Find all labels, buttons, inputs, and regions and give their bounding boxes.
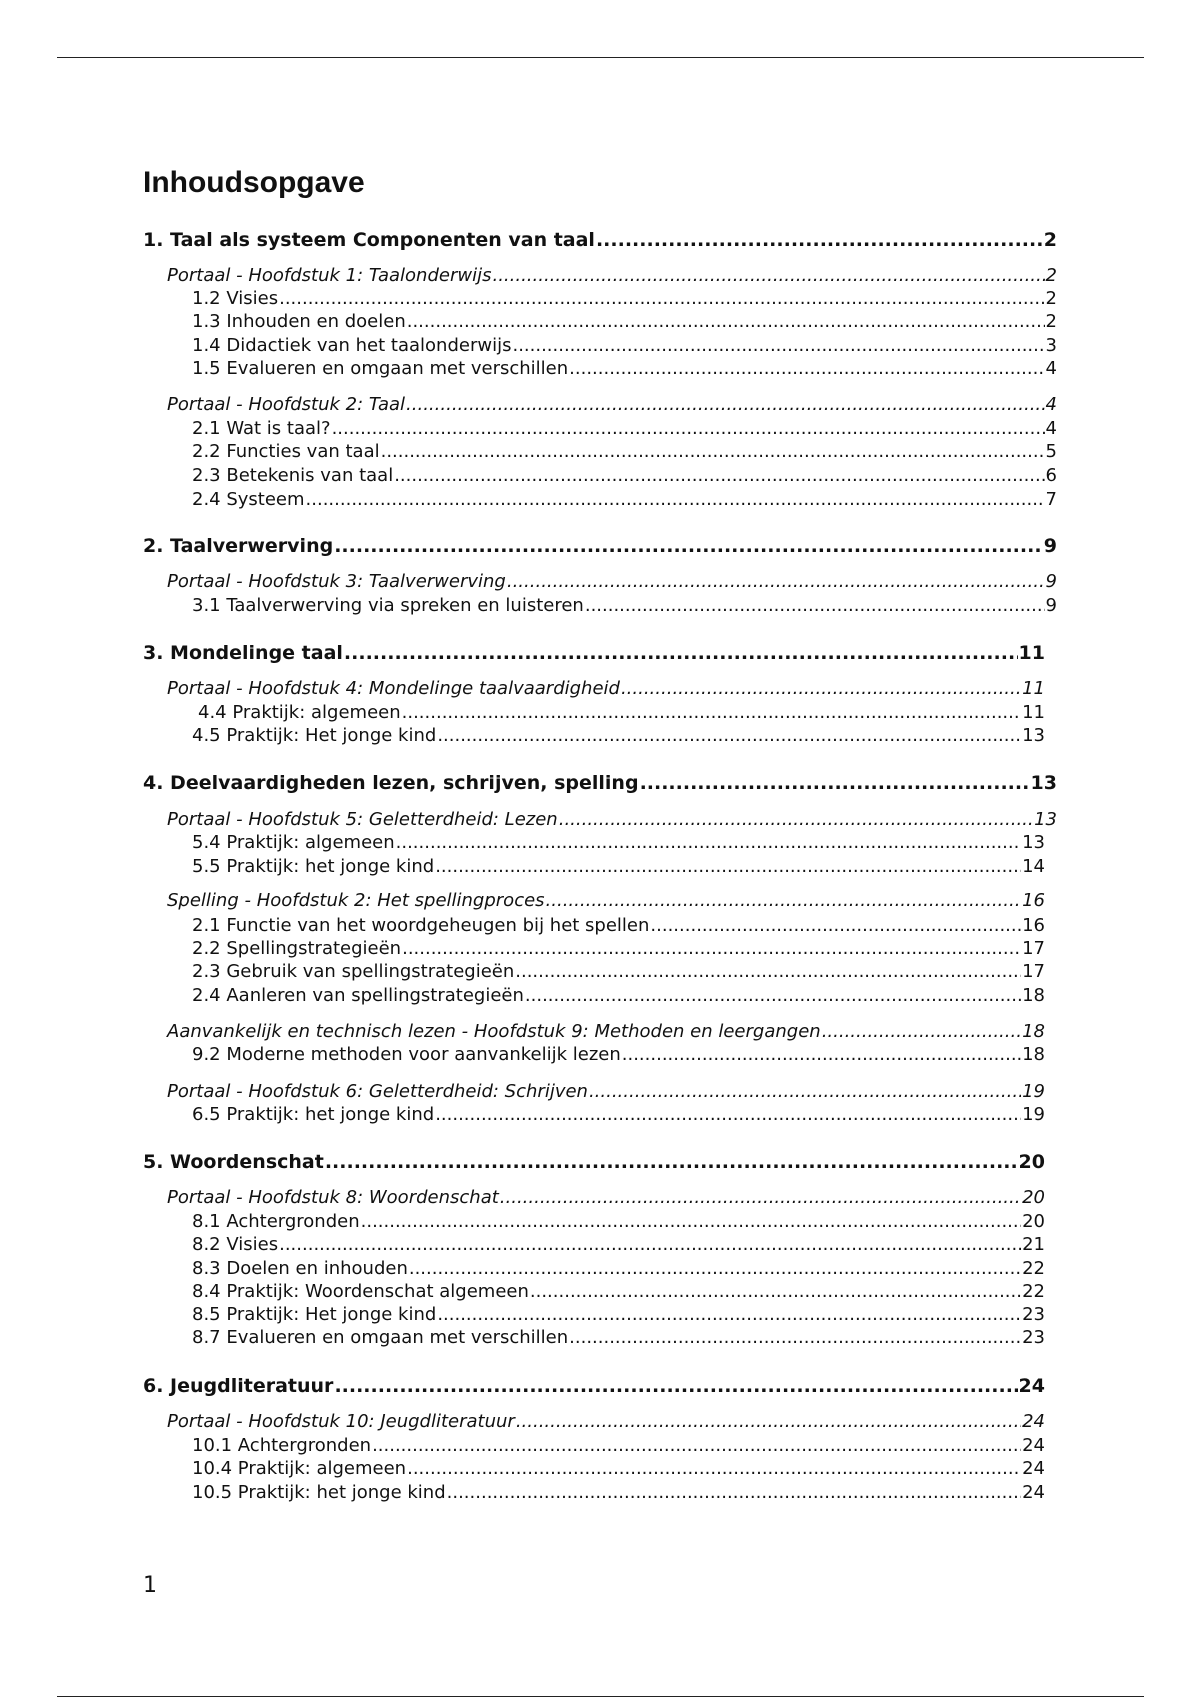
dot-leader (650, 915, 1021, 937)
toc-entry-page: 19 (1022, 1081, 1045, 1102)
toc-entry-text: 3. Mondelinge taal (143, 642, 343, 664)
toc-entry-subsection[interactable] (192, 832, 1045, 854)
dot-leader (589, 1081, 1021, 1103)
toc-entry-subsection[interactable] (192, 288, 1057, 310)
toc-entry-subsection[interactable] (192, 1104, 1045, 1126)
toc-entry-page: 6 (1045, 465, 1057, 486)
toc-entry-subsection[interactable] (192, 1211, 1045, 1233)
toc-entry-page: 22 (1022, 1258, 1045, 1279)
dot-leader (396, 832, 1021, 854)
toc-entry-page: 17 (1022, 961, 1045, 982)
dot-leader (546, 890, 1022, 912)
toc-entry-text: 10.1 Achtergronden (192, 1435, 372, 1456)
toc-entry-text: Portaal - Hoofdstuk 8: Woordenschat (167, 1187, 499, 1208)
toc-entry-text: 4.5 Praktijk: Het jonge kind (192, 725, 437, 746)
toc-entry-page: 3 (1045, 335, 1057, 356)
toc-entry-subsection[interactable] (192, 961, 1045, 983)
toc-entry-page: 17 (1022, 938, 1045, 959)
toc-entry-text: 2.2 Functies van taal (192, 441, 380, 462)
dot-leader (569, 1327, 1021, 1349)
toc-entry-page: 13 (1030, 772, 1057, 794)
toc-entry-page: 20 (1018, 1151, 1045, 1173)
dot-leader (435, 856, 1021, 878)
toc-entry-text: 1.4 Didactiek van het taalonderwijs (192, 335, 512, 356)
toc-entry-text: 2.1 Wat is taal? (192, 418, 331, 439)
toc-entry-text: 8.4 Praktijk: Woordenschat algemeen (192, 1281, 529, 1302)
dot-leader (394, 465, 1044, 487)
toc-entry-section[interactable] (167, 1081, 1045, 1103)
toc-entry-page: 5 (1045, 441, 1057, 462)
toc-entry-text: 1.5 Evalueren en omgaan met verschillen (192, 358, 569, 379)
toc-entry-page: 22 (1022, 1281, 1045, 1302)
toc-entry-text: 2.3 Gebruik van spellingstrategieën (192, 961, 515, 982)
toc-entry-page: 11 (1018, 642, 1045, 664)
toc-entry-text: 3.1 Taalverwerving via spreken en luisteren (192, 595, 584, 616)
toc-entry-text: Portaal - Hoofdstuk 6: Geletterdheid: Schrijven (167, 1081, 588, 1102)
toc-entry-page: 14 (1022, 856, 1045, 877)
toc-entry-page: 23 (1022, 1304, 1045, 1325)
toc-entry-text: 8.3 Doelen en inhouden (192, 1258, 408, 1279)
dot-leader (515, 961, 1021, 983)
toc-entry-section[interactable] (167, 1187, 1045, 1209)
toc-entry-page: 18 (1022, 985, 1045, 1006)
toc-entry-text: 1. Taal als systeem Componenten van taal (143, 229, 595, 251)
toc-entry-page: 16 (1022, 915, 1045, 936)
toc-entry-subsection[interactable] (192, 1234, 1045, 1256)
toc-entry-subsection[interactable] (192, 1044, 1045, 1066)
toc-entry-text: 2. Taalverwerving (143, 535, 334, 557)
dot-leader (325, 1151, 1018, 1173)
toc-entry-chapter[interactable] (143, 1151, 1045, 1173)
toc-entry-text: 5.5 Praktijk: het jonge kind (192, 856, 435, 877)
toc-entry-text: Portaal - Hoofdstuk 10: Jeugdliteratuur (167, 1411, 515, 1432)
toc-entry-page: 11 (1022, 702, 1045, 723)
toc-entry-text: 8.7 Evalueren en omgaan met verschillen (192, 1327, 569, 1348)
toc-entry-page: 20 (1022, 1187, 1045, 1208)
toc-entry-text: 8.2 Visies (192, 1234, 279, 1255)
toc-entry-text: 8.1 Achtergronden (192, 1211, 360, 1232)
toc-entry-text: 5. Woordenschat (143, 1151, 324, 1173)
dot-leader (437, 1304, 1021, 1326)
dot-leader (407, 1458, 1021, 1480)
toc-entry-page: 20 (1022, 1211, 1045, 1232)
toc-entry-page: 18 (1022, 1021, 1045, 1042)
toc-entry-section[interactable] (167, 571, 1057, 593)
toc-entry-subsection[interactable] (192, 358, 1057, 380)
dot-leader (492, 265, 1044, 287)
toc-entry-page: 24 (1022, 1411, 1045, 1432)
toc-entry-text: 6. Jeugdliteratuur (143, 1375, 334, 1397)
toc-entry-page: 13 (1022, 832, 1045, 853)
dot-leader (334, 1375, 1017, 1397)
page-number: 1 (143, 1573, 157, 1598)
toc-entry-page: 13 (1022, 725, 1045, 746)
toc-entry-page: 24 (1022, 1458, 1045, 1479)
toc-entry-page: 2 (1045, 265, 1057, 286)
toc-entry-chapter[interactable] (143, 229, 1057, 251)
toc-entry-text: Aanvankelijk en technisch lezen - Hoofdstuk 9: Methoden en leergangen (167, 1021, 821, 1042)
toc-entry-subsection[interactable] (192, 1458, 1045, 1480)
toc-entry-text: 1.3 Inhouden en doelen (192, 311, 406, 332)
toc-entry-subsection[interactable] (192, 465, 1057, 487)
toc-entry-page: 24 (1022, 1435, 1045, 1456)
dot-leader (407, 311, 1045, 333)
toc-entry-chapter[interactable] (143, 1375, 1045, 1397)
dot-leader (516, 1411, 1021, 1433)
toc-entry-subsection[interactable] (192, 1258, 1045, 1280)
toc-entry-page: 9 (1045, 571, 1057, 592)
toc-entry-page: 24 (1022, 1482, 1045, 1503)
dot-leader (361, 1211, 1021, 1233)
dot-leader (372, 1435, 1021, 1457)
dot-leader (334, 535, 1043, 557)
toc-entry-page: 24 (1018, 1375, 1045, 1397)
toc-entry-section[interactable] (167, 678, 1045, 700)
toc-entry-subsection[interactable] (198, 702, 1045, 724)
toc-entry-subsection[interactable] (192, 1482, 1045, 1504)
dot-leader (381, 441, 1045, 463)
toc-entry-text: Portaal - Hoofdstuk 4: Mondelinge taalvaardigheid (167, 678, 620, 699)
toc-title: Inhoudsopgave (143, 166, 365, 199)
dot-leader (585, 595, 1045, 617)
dot-leader (447, 1482, 1021, 1504)
toc-entry-page: 2 (1043, 229, 1057, 251)
toc-entry-text: 2.2 Spellingstrategieën (192, 938, 402, 959)
dot-leader (500, 1187, 1021, 1209)
toc-entry-chapter[interactable] (143, 772, 1057, 794)
toc-entry-text: Spelling - Hoofdstuk 2: Het spellingproces (167, 890, 545, 911)
dot-leader (507, 571, 1045, 593)
dot-leader (409, 1258, 1021, 1280)
toc-entry-text: 10.5 Praktijk: het jonge kind (192, 1482, 446, 1503)
toc-entry-text: 10.4 Praktijk: algemeen (192, 1458, 407, 1479)
dot-leader (406, 394, 1045, 416)
toc-entry-text: 5.4 Praktijk: algemeen (192, 832, 395, 853)
toc-entry-text: 9.2 Moderne methoden voor aanvankelijk lezen (192, 1044, 621, 1065)
toc-entry-page: 2 (1045, 311, 1057, 332)
toc-entry-page: 4 (1045, 394, 1057, 415)
dot-leader (279, 288, 1044, 310)
toc-entry-subsection[interactable] (192, 938, 1045, 960)
dot-leader (622, 1044, 1021, 1066)
toc-entry-text: 6.5 Praktijk: het jonge kind (192, 1104, 435, 1125)
toc-entry-page: 21 (1022, 1234, 1045, 1255)
toc-entry-page: 7 (1045, 489, 1057, 510)
toc-entry-text: Portaal - Hoofdstuk 5: Geletterdheid: Lezen (167, 809, 558, 830)
dot-leader (525, 985, 1021, 1007)
dot-leader (512, 335, 1044, 357)
toc-entry-text: 2.3 Betekenis van taal (192, 465, 394, 486)
toc-entry-page: 23 (1022, 1327, 1045, 1348)
toc-entry-subsection[interactable] (192, 985, 1045, 1007)
toc-entry-section[interactable] (167, 890, 1045, 912)
toc-entry-subsection[interactable] (192, 489, 1057, 511)
dot-leader (306, 489, 1045, 511)
toc-entry-section[interactable] (167, 265, 1057, 287)
dot-leader (332, 418, 1045, 440)
toc-entry-subsection[interactable] (192, 1327, 1045, 1349)
toc-entry-subsection[interactable] (192, 335, 1057, 357)
toc-entry-text: 4. Deelvaardigheden lezen, schrijven, spelling (143, 772, 639, 794)
toc-entry-section[interactable] (167, 809, 1057, 831)
toc-entry-page: 16 (1022, 890, 1045, 911)
toc-entry-text: 2.4 Aanleren van spellingstrategieën (192, 985, 524, 1006)
toc-entry-text: 1.2 Visies (192, 288, 279, 309)
toc-entry-page: 4 (1045, 358, 1057, 379)
toc-entry-subsection[interactable] (192, 856, 1045, 878)
toc-entry-page: 9 (1043, 535, 1057, 557)
toc-entry-text: 4.4 Praktijk: algemeen (198, 702, 401, 723)
toc-entry-page: 11 (1022, 678, 1045, 699)
dot-leader (596, 229, 1043, 251)
toc-entry-page: 13 (1034, 809, 1057, 830)
toc-entry-text: Portaal - Hoofdstuk 3: Taalverwerving (167, 571, 506, 592)
dot-leader (640, 772, 1030, 794)
dot-leader (279, 1234, 1021, 1256)
dot-leader (402, 938, 1021, 960)
toc-entry-page: 9 (1045, 595, 1057, 616)
toc-entry-subsection[interactable] (192, 1435, 1045, 1457)
toc-entry-section[interactable] (167, 1021, 1045, 1043)
toc-entry-text: Portaal - Hoofdstuk 2: Taal (167, 394, 406, 415)
dot-leader (437, 725, 1021, 747)
dot-leader (559, 809, 1033, 831)
dot-leader (435, 1104, 1021, 1126)
toc-entry-page: 18 (1022, 1044, 1045, 1065)
toc-entry-text: 8.5 Praktijk: Het jonge kind (192, 1304, 437, 1325)
toc-entry-text: 2.4 Systeem (192, 489, 305, 510)
toc-entry-page: 2 (1045, 288, 1057, 309)
toc-entry-chapter[interactable] (143, 535, 1057, 557)
toc-entry-subsection[interactable] (192, 311, 1057, 333)
toc-entry-subsection[interactable] (192, 441, 1057, 463)
toc-entry-subsection[interactable] (192, 915, 1045, 937)
toc-entry-section[interactable] (167, 1411, 1045, 1433)
footer-rule (57, 1696, 1144, 1697)
dot-leader (822, 1021, 1021, 1043)
dot-leader (621, 678, 1021, 700)
toc-entry-text: 2.1 Functie van het woordgeheugen bij het spellen (192, 915, 650, 936)
toc-entry-page: 19 (1022, 1104, 1045, 1125)
toc-entry-chapter[interactable] (143, 642, 1045, 664)
toc-entry-subsection[interactable] (192, 725, 1045, 747)
toc-entry-subsection[interactable] (192, 595, 1057, 617)
toc-entry-subsection[interactable] (192, 418, 1057, 440)
toc-entry-text: Portaal - Hoofdstuk 1: Taalonderwijs (167, 265, 492, 286)
toc-entry-subsection[interactable] (192, 1304, 1045, 1326)
toc-entry-page: 4 (1045, 418, 1057, 439)
dot-leader (402, 702, 1021, 724)
toc-entry-subsection[interactable] (192, 1281, 1045, 1303)
dot-leader (569, 358, 1044, 380)
toc-entry-section[interactable] (167, 394, 1057, 416)
dot-leader (530, 1281, 1021, 1303)
dot-leader (344, 642, 1018, 664)
